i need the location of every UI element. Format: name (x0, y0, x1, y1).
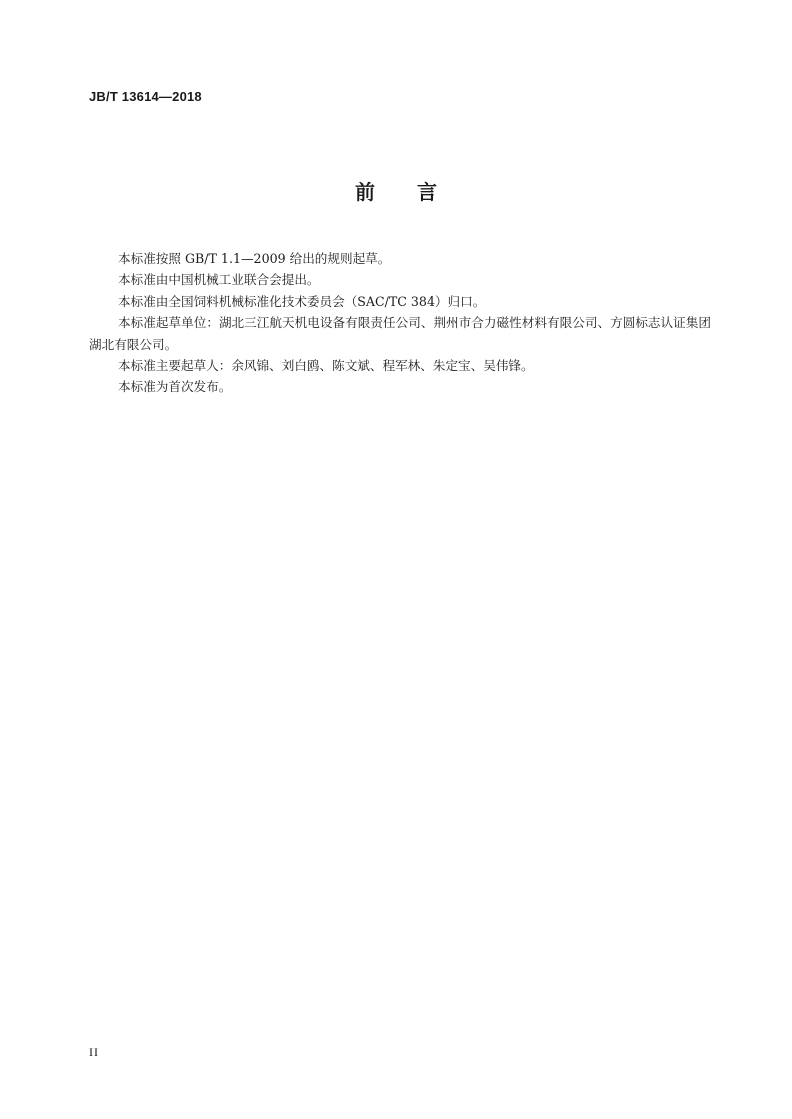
paragraph-proposer: 本标准由中国机械工业联合会提出。 (118, 272, 320, 288)
foreword-body (89, 248, 711, 398)
paragraph-first-release: 本标准为首次发布。 (118, 379, 232, 395)
page-title (0, 176, 792, 205)
title-char-1: 前 (355, 180, 375, 204)
paragraph-technical-committee: 本标准由全国饲料机械标准化技术委员会（SAC/TC 384）归口。 (118, 293, 486, 309)
paragraph-drafting-units: 本标准起草单位：湖北三江航天机电设备有限责任公司、荆州市合力磁性材料有限公司、方圆标志认证集团湖北有限公司。 (89, 315, 711, 352)
page-number: II (89, 1045, 99, 1059)
title-char-2: 言 (417, 180, 437, 204)
paragraph-drafters: 本标准主要起草人：余风锦、刘白鸥、陈文斌、程军林、朱定宝、吴伟锋。 (118, 358, 534, 374)
paragraph-drafting-rules: 本标准按照 GB/T 1.1—2009 给出的规则起草。 (118, 251, 391, 266)
standard-code: JB/T 13614—2018 (89, 89, 202, 104)
